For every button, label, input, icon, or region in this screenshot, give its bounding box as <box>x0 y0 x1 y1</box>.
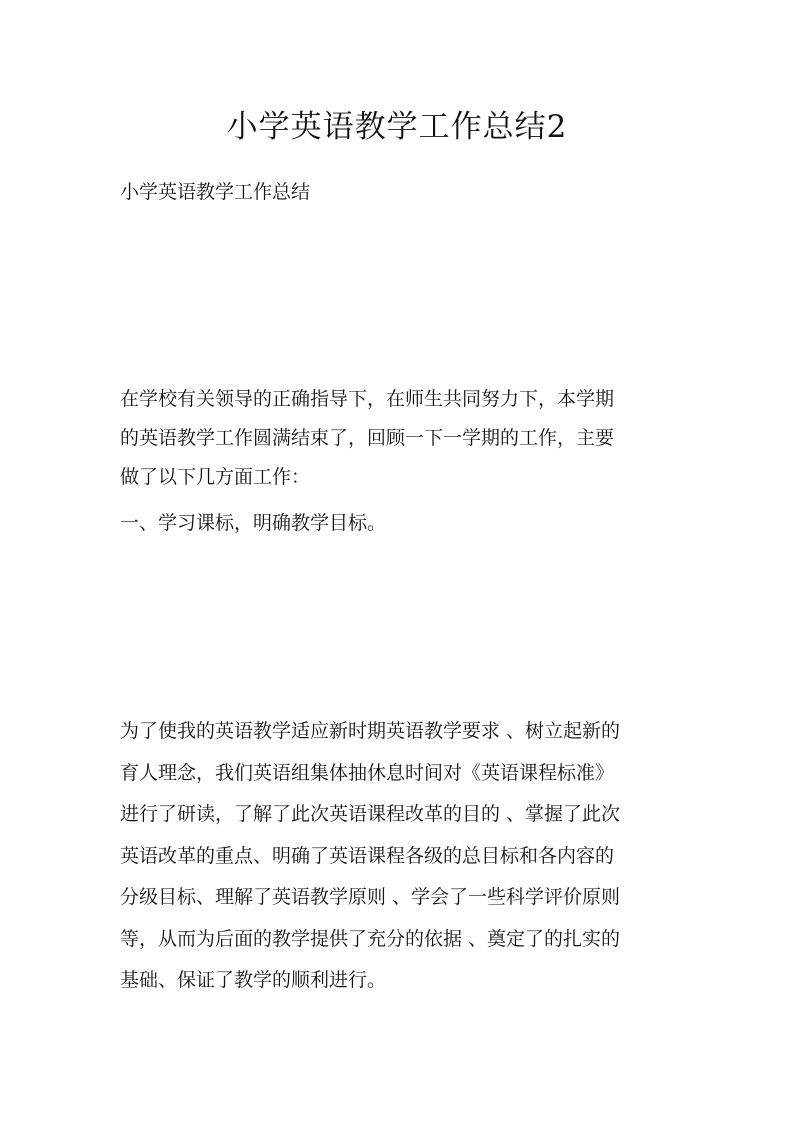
intro-line: 做了以下几方面工作： <box>120 466 311 488</box>
intro-paragraph <box>120 380 680 497</box>
body-line: 分级目标、理解了英语教学原则 、学会了一些科学评价原则 <box>120 886 621 908</box>
body-line: 英语改革的重点、明确了英语课程各级的总目标和各内容的 <box>120 844 615 867</box>
document-subtitle: 小学英语教学工作总结 <box>120 181 311 203</box>
document-title: 小学英语教学工作总结2 <box>226 109 568 145</box>
body-line: 等，从而为后面的教学提供了充分的依据 、奠定了的扎实的 <box>120 927 621 950</box>
intro-line: 在学校有关领导的正确指导下，在师生共同努力下，本学期 <box>120 388 615 410</box>
intro-line: 的英语教学工作圆满结束了，回顾一下一学期的工作，主要 <box>120 427 615 449</box>
body-paragraph <box>120 711 680 1002</box>
body-line: 育人理念，我们英语组集体抽休息时间对《英语课程标准》 <box>120 761 615 784</box>
section-heading: 一、学习课标，明确教学目标。 <box>120 512 387 534</box>
body-line: 进行了研读，了解了此次英语课程改革的目的 、掌握了此次 <box>120 803 621 825</box>
body-line: 为了使我的英语教学适应新时期英语教学要求 、树立起新的 <box>120 720 621 742</box>
body-line: 基础、保证了教学的顺利进行。 <box>120 969 387 991</box>
